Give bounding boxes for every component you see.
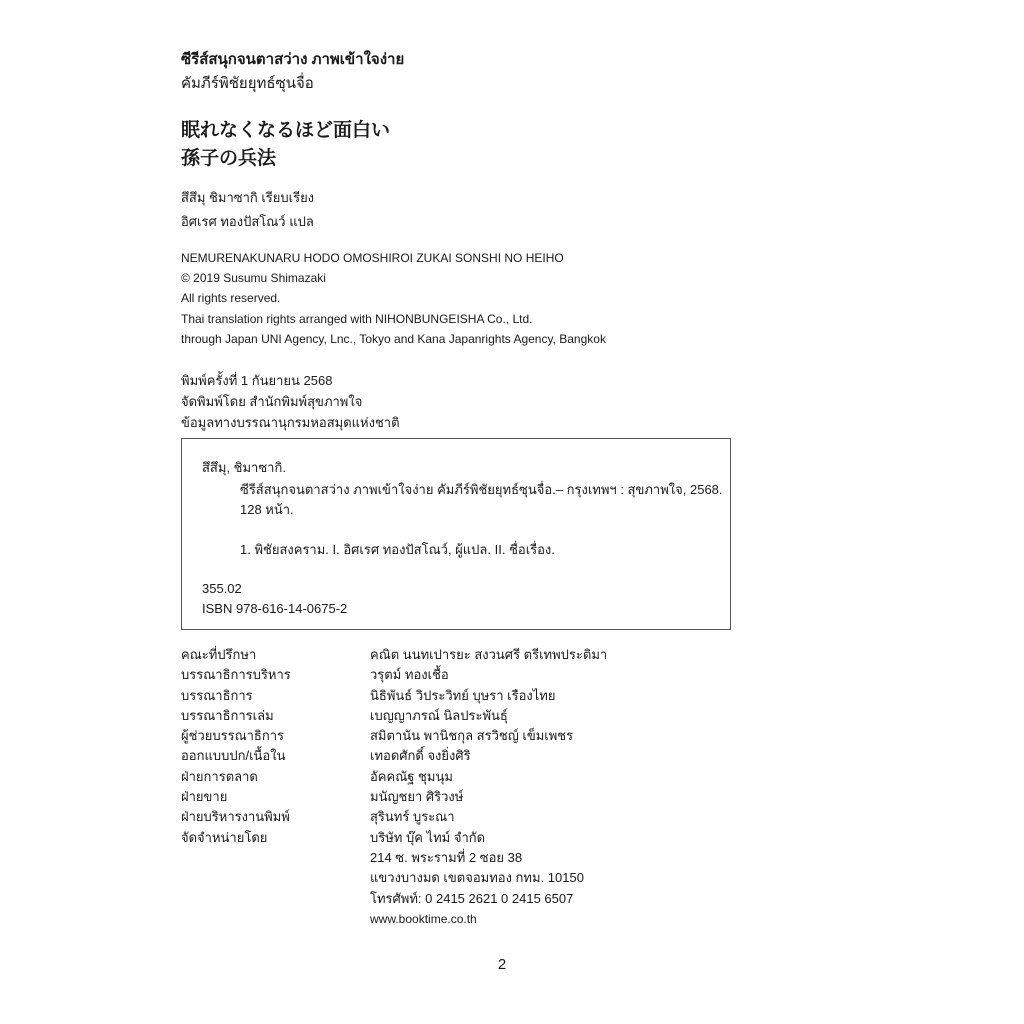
catalog-author: สึสึมุ, ชิมาซากิ. [202, 460, 286, 475]
series-title-line-2: คัมภีร์พิชัยยุทธ์ซุนจื่อ [181, 75, 314, 92]
rights-line: NEMURENAKUNARU HODO OMOSHIROI ZUKAI SONSHI NO HEIHO [181, 251, 564, 265]
catalog-pages: 128 หน้า. [240, 502, 294, 517]
rights-line: Thai translation rights arranged with NIHONBUNGEISHA Co., Ltd. [181, 311, 533, 326]
rights-line: All rights reserved. [181, 291, 281, 306]
catalog-isbn: ISBN 978-616-14-0675-2 [202, 601, 348, 616]
edition-info: พิมพ์ครั้งที่ 1 กันยายน 2568 [181, 373, 333, 388]
staff-role: ฝ่ายขาย [181, 789, 228, 805]
distributor-phone: โทรศัพท์: 0 2415 2621 0 2415 6507 [370, 890, 574, 906]
staff-name: บริษัท บุ๊ค ไทม์ จำกัด [370, 829, 486, 845]
author-credit: สึสึมุ ชิมาซากิ เรียบเรียง [181, 190, 315, 205]
staff-list [181, 645, 741, 929]
staff-row [181, 828, 741, 848]
catalog-classification: 355.02 [202, 581, 242, 596]
staff-name: คณิต นนทเปารยะ สงวนศรี ตรีเทพประติมา [370, 647, 608, 662]
staff-role: ฝ่ายบริหารงานพิมพ์ [181, 809, 290, 825]
staff-name: นิธิพันธ์ วิประวิทย์ บุษรา เรืองไทย [370, 687, 556, 703]
original-title-line-1: 眠れなくなるほど面白い [181, 119, 391, 141]
staff-row [181, 665, 741, 685]
staff-name: อัคคณัฐ ชุมนุม [370, 768, 453, 784]
staff-row [181, 767, 741, 787]
staff-name: สมิตานัน พานิชกุล สรวิชญ์ เข็มเพชร [370, 728, 574, 744]
catalog-description: ซีรีส์สนุกจนตาสว่าง ภาพเข้าใจง่าย คัมภีร์พิชัยยุทธ์ซุนจื่อ.– กรุงเทพฯ : สุขภาพใจ, 2568. [240, 482, 723, 497]
staff-row [181, 645, 741, 665]
catalog-subjects: 1. พิชัยสงคราม. I. อิศเรศ ทองปัสโณว์, ผู้แปล. II. ชื่อเรื่อง. [240, 542, 555, 557]
catalog-heading: ข้อมูลทางบรรณานุกรมหอสมุดแห่งชาติ [181, 415, 400, 430]
distributor-website: www.booktime.co.th [370, 911, 477, 926]
series-title-line-1: ซีรีส์สนุกจนตาสว่าง ภาพเข้าใจง่าย [181, 51, 405, 68]
series-title [181, 48, 404, 96]
staff-name: เทอดศักดิ์ จงยิ่งศิริ [370, 748, 471, 764]
staff-row [181, 746, 741, 766]
cataloging-data-box [181, 438, 731, 630]
printing-info [181, 370, 400, 433]
staff-name: มนัญชยา ศิริวงษ์ [370, 789, 464, 805]
staff-role: บรรณาธิการเล่ม [181, 707, 274, 723]
staff-name: วรุตม์ ทองเชื้อ [370, 667, 449, 683]
distributor-address-line-2: แขวงบางมด เขตจอมทอง กทม. 10150 [370, 870, 584, 886]
original-title-line-2: 孫子の兵法 [181, 147, 277, 169]
staff-row [181, 807, 741, 827]
staff-role: คณะที่ปรึกษา [181, 647, 257, 662]
staff-row [181, 686, 741, 706]
staff-role: ผู้ช่วยบรรณาธิการ [181, 728, 285, 744]
staff-row [181, 787, 741, 807]
rights-line: through Japan UNI Agency, Lnc., Tokyo and Kana Japanrights Agency, Bangkok [181, 331, 606, 346]
rights-line: © 2019 Susumu Shimazaki [181, 271, 326, 286]
publisher-info: จัดพิมพ์โดย สำนักพิมพ์สุขภาพใจ [181, 394, 363, 409]
page-number: 2 [497, 956, 507, 973]
staff-role: บรรณาธิการบริหาร [181, 667, 291, 683]
translator-credit: อิศเรศ ทองปัสโณว์ แปล [181, 214, 314, 229]
staff-name: เบญญาภรณ์ นิลประพันธุ์ [370, 707, 508, 723]
staff-role: บรรณาธิการ [181, 687, 253, 703]
staff-name: สุรินทร์ บูระณา [370, 809, 455, 825]
original-japanese-title [181, 116, 390, 172]
staff-role: จัดจำหน่ายโดย [181, 829, 268, 845]
staff-row [181, 706, 741, 726]
staff-role: ฝ่ายการตลาด [181, 768, 258, 784]
rights-notice [181, 248, 606, 349]
distributor-address-line-1: 214 ซ. พระรามที่ 2 ซอย 38 [370, 849, 523, 865]
credits [181, 186, 314, 234]
staff-row [181, 726, 741, 746]
staff-role: ออกแบบปก/เนื้อใน [181, 748, 286, 764]
